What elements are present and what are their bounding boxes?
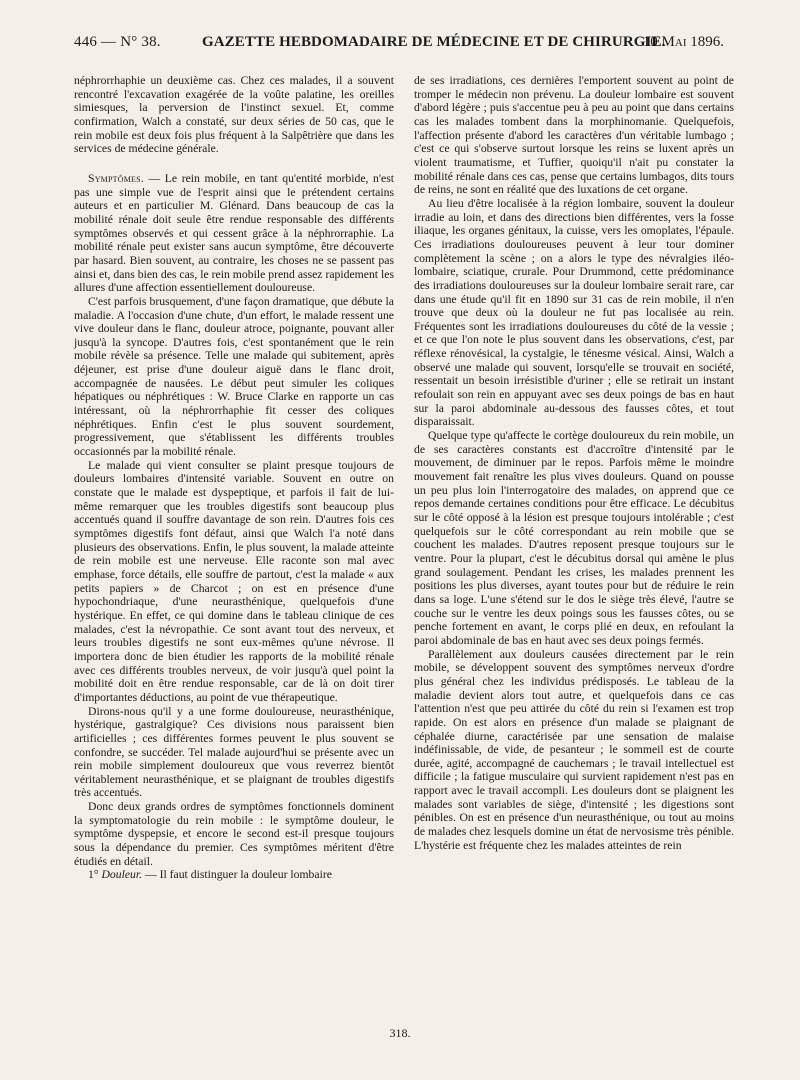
page-folio: 318. (389, 1026, 411, 1040)
paragraph (74, 868, 394, 882)
running-header (74, 30, 724, 54)
paragraph: Dirons-nous qu'il y a une forme douloureuse, neurasthénique, hystérique, gastralgique? Ces divisions nous paraissent bien artificielles ; ces différentes formes peuvent le plus souvent se confondre, se succéder. Tel malade aujourd'hui se présente avec un rein mobile simplement douloureux que vous reverrez bientôt véritablement neurasthénique, et se plaignant de troubles digestifs très accentués. (74, 704, 394, 800)
page-reference: 446 — N° 38. (74, 34, 161, 50)
list-number: 1° (88, 868, 102, 882)
paragraph: néphrorrhaphie un deuxième cas. Chez ces malades, il a souvent rencontré l'excavation exagérée de la voûte palatine, les oreilles simiesques, la perversion de l'instinct sexuel. Et, comme confirmation, Walch a constaté, sur deux séries de 50 cas, que le rein mobile est deux fois plus fréquent à la Salpêtrière que dans les services de médecine générale. (74, 74, 394, 156)
paragraph: de ses irradiations, ces dernières l'emportent souvent au point de tromper le médecin non prévenu. La douleur lombaire est souvent d'abord légère ; puis s'accentue peu à peu au point que dans certains cas les malades tombent dans la morphinomanie. Quelquefois, l'affection présente d'abord les caractères d'un véritable lumbago ; c'est ce qui s'observe surtout lorsque les reins se luxent après un violent traumatisme, et Tuffier, quoiqu'il n'ait pu constater la mobilité rénale dans ces cas, pense que certains lumbagos, dits tours de reins, ne sont en réalité que des luxations de cet organe. (414, 74, 734, 197)
subsection-heading: Douleur. (101, 868, 143, 882)
right-column (414, 74, 734, 852)
issue-date: 10 Mai 1896. (642, 34, 724, 50)
paragraph-text: — Il faut distinguer la douleur lombaire (142, 868, 332, 882)
paragraph: Au lieu d'être localisée à la région lombaire, souvent la douleur irradie au loin, et dans des directions bien différentes, vers la fosse iliaque, les organes génitaux, la cuisse, vers les omoplates, l'épaule. Ces irradiations douloureuses peuvent à leur tour dominer complètement la scène ; on a alors le type des névralgies iléo-lombaire, sciatique, crurale. Pour Drummond, cette prédominance des irradiations douloureuses sur la douleur lombaire serait rare, car dans une étude qu'il fit en 1890 sur 31 cas de rein mobile, il n'en trouve que deux où la douleur ne fut pas localisée au rein. Fréquentes sont les irradiations douloureuses du côté de la vessie ; et ce que l'on note le plus souvent dans les observations, c'est, par réflexe rénovésical, la cystalgie, le ténesme vésical. Ainsi, Walch a observé une malade qui souvent, lorsqu'elle se trouvait en société, ressentait un besoin irrésistible d'uriner ; elle se retirait un instant refoulait son rein en appuyant avec ses deux poings de bas en haut sur la paroi abdominale au-dessous des fausses côtes, et tout disparaissait. (414, 196, 734, 429)
paragraph: Parallèlement aux douleurs causées directement par le rein mobile, se développent souvent des symptômes nerveux d'ordre plus général chez les individus prédisposés. Le tableau de la maladie devient alors tout autre, et quelquefois dans ce cas l'attention n'est que peu attirée du côté du rein si l'examen est trop rapide. On est alors en présence d'un malade se plaignant de céphalée diurne, caractérisée par une sensation de malaise indéfinissable, de vide, de pesanteur ; le sommeil est de courte durée, agité, accompagné de cauchemars ; le travail intellectuel est difficile ; la fatigue musculaire qui survient rapidement n'est pas en rapport avec le travail accompli. Les douleurs dont se plaignent les malades sont variables de siège, d'intensité ; les digestions sont pénibles. On est en présence d'un neurasthénique, ou tout au moins de malades chez lesquels domine un état de nervosisme très pénible. L'hystérie est fréquente chez les malades atteintes de rein (414, 647, 734, 852)
left-column (74, 74, 394, 882)
paragraph (74, 172, 394, 295)
paragraph: Le malade qui vient consulter se plaint presque toujours de douleurs lombaires d'intensité variable. Souvent en outre on constate que le malade est dyspeptique, et parfois il fait de lui-même remarquer que les troubles digestifs sont beaucoup plus accentués quand il souffre davantage de son rein. D'autres fois ces symptômes digestifs font défaut, ainsi que Walch l'a noté dans plusieurs des observations. Enfin, le plus souvent, la malade atteinte de rein mobile est une nerveuse. Elle raconte son mal avec emphase, force détails, elle souffre de partout, c'est la malade « aux petits papiers » de Charcot ; on est en présence d'une hypochondriaque, d'une neurasthénique, quelquefois d'une hystérique. En effet, ce qui domine dans le tableau clinique de ces malades, c'est la névropathie. Ce sont avant tout des nerveux, et leurs troubles digestifs ne sont eux-mêmes qu'une névrose. Il importera donc de bien étudier les rapports de la mobilité rénale avec ces différents troubles nerveux, de voir jusqu'à quel point la mobilité doit en être rendue responsable, car de là on doit tirer d'importantes déductions, au point de vue thérapeutique. (74, 458, 394, 704)
section-heading: Symptômes. (88, 171, 144, 185)
paragraph-text: — Le rein mobile, en tant qu'entité morbide, n'est pas une simple vue de l'esprit ainsi que le prétendent certains auteurs et en particulier M. Glénard. Dans beaucoup de cas la mobilité rénale doit seule être rendue responsable des différents symptômes observés et qui cessent grâce à la néphrorraphie. La mobilité rénale peut exister sans aucun symptôme, être découverte par hasard. Bien souvent, au contraire, les choses ne se passent pas ainsi et, dans bien des cas, le rein mobile prend assez rapidement les allures d'une affection essentiellement douloureuse. (74, 171, 394, 295)
paragraph: Quelque type qu'affecte le cortège douloureux du rein mobile, un de ses caractères constants est d'accroître d'intensité par le mouvement, de diminuer par le repos. Parfois même le moindre mouvement fait renaître les plus vives douleurs. Quand on pousse un peu plus loin l'interrogatoire des malades, on apprend que ce repos demande certaines conditions pour être efficace. Le décubitus sur le côté opposé à la lésion est presque toujours intolérable ; c'est quelquefois sur le côté correspondant au rein mobile que se couchent les malades. D'autres reposent presque toujours sur le ventre. Pour la plupart, c'est le décubitus dorsal qui amène le plus grand soulagement. Pendant les crises, les malades prennent les positions les plus diverses, ayant toutes pour but de réduire le rein dans sa loge. L'une s'étend sur le dos le siège très élevé, l'autre se couche sur le ventre les deux poings sous les fausses côtes, ou se penche fortement en avant, le corps plié en deux, en refoulant la paroi abdominale de bas en haut avec ses deux poings fermés. (414, 429, 734, 647)
paragraph: Donc deux grands ordres de symptômes fonctionnels dominent la symptomatologie du rein mobile : le symptôme douleur, le symptôme dyspepsie, et encore le second est-il presque toujours sous la dépendance du premier. Ces symptômes méritent d'être étudiés en détail. (74, 800, 394, 868)
paragraph: C'est parfois brusquement, d'une façon dramatique, que débute la maladie. A l'occasion d'une chute, d'un effort, le malade ressent une vive douleur dans le flanc, douleur atroce, poignante, pouvant aller jusqu'à la syncope. D'autres fois, c'est spontanément que le rein mobile révèle sa présence. Telle une malade qui subitement, après déjeuner, est prise d'une douleur aiguë dans le flanc droit, accompagnée de nausées. Le début peut simuler les coliques hépatiques ou néphrétiques : W. Bruce Clarke en rapporte un cas intéressant, où la néphrorrhaphie fit cesser des coliques néphrétiques. Enfin c'est le plus souvent sourdement, progressivement, que s'établissent les différents troubles occasionnés par la mobilité rénale. (74, 294, 394, 459)
journal-title: GAZETTE HEBDOMADAIRE DE MÉDECINE ET DE CHIRURGIE. (202, 34, 666, 50)
